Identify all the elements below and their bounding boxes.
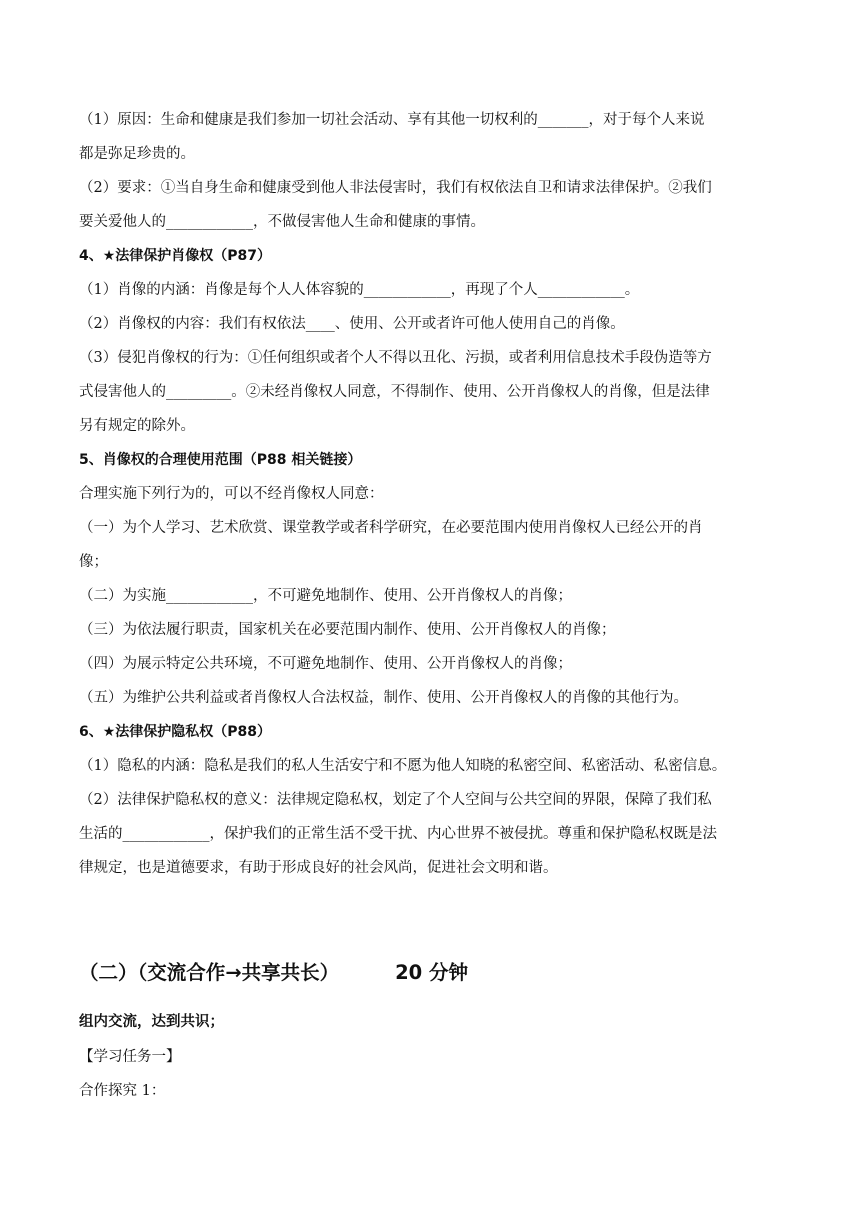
text-line: （2）要求：①当自身生命和健康受到他人非法侵害时，我们有权依法自卫和请求法律保护。②我们: [79, 180, 712, 196]
text-line: （二）为实施____________，不可避免地制作、使用、公开肖像权人的肖像；: [79, 588, 572, 604]
section-subtitle: 组内交流，达到共识；: [79, 1014, 224, 1030]
text-line: （五）为维护公共利益或者肖像权人合法权益，制作、使用、公开肖像权人的肖像的其他行为。: [79, 690, 688, 706]
text-line: 另有规定的除外。: [79, 418, 195, 434]
text-line: 要关爱他人的____________，不做侵害他人生命和健康的事情。: [79, 214, 485, 230]
explore-label: 合作探究 1：: [79, 1083, 166, 1099]
section-heading-4: 4、★法律保护肖像权（P87）: [79, 248, 272, 264]
section-heading-6: 6、★法律保护隐私权（P88）: [79, 724, 272, 740]
text-line: （三）为依法履行职责，国家机关在必要范围内制作、使用、公开肖像权人的肖像；: [79, 622, 616, 638]
text-line: 式侵害他人的_________。②未经肖像权人同意，不得制作、使用、公开肖像权人的肖像，但是法律: [79, 384, 710, 400]
text-line: （3）侵犯肖像权的行为：①任何组织或者个人不得以丑化、污损，或者利用信息技术手段伪造等方: [79, 350, 712, 366]
text-line: （一）为个人学习、艺术欣赏、课堂教学或者科学研究，在必要范围内使用肖像权人已经公开的肖: [79, 520, 703, 536]
text-line: 合理实施下列行为的，可以不经肖像权人同意：: [79, 486, 384, 502]
section-title-text: （二）（交流合作→共享共长）: [79, 961, 340, 984]
section-heading-5: 5、肖像权的合理使用范围（P88 相关链接）: [79, 452, 362, 468]
text-line: 律规定，也是道德要求，有助于形成良好的社会风尚，促进社会文明和谐。: [79, 860, 558, 876]
text-line: （1）隐私的内涵：隐私是我们的私人生活安宁和不愿为他人知晓的私密空间、私密活动、私密信息。: [79, 758, 727, 774]
section-title: [79, 960, 468, 986]
text-line: 生活的____________，保护我们的正常生活不受干扰、内心世界不被侵扰。尊重和保护隐私权既是法: [79, 826, 717, 842]
task-label: 【学习任务一】: [79, 1049, 181, 1065]
text-line: 像；: [79, 554, 108, 570]
text-line: （2）肖像权的内容：我们有权依法____、使用、公开或者许可他人使用自己的肖像。: [79, 316, 625, 332]
text-line: （四）为展示特定公共环境，不可避免地制作、使用、公开肖像权人的肖像；: [79, 656, 572, 672]
section-time: 20 分钟: [395, 961, 469, 984]
text-line: （1）肖像的内涵：肖像是每个人人体容貌的____________，再现了个人____________。: [79, 282, 640, 298]
text-line: （1）原因：生命和健康是我们参加一切社会活动、享有其他一切权利的_______，对于每个人来说: [79, 112, 705, 128]
text-line: 都是弥足珍贵的。: [79, 146, 195, 162]
text-line: （2）法律保护隐私权的意义：法律规定隐私权，划定了个人空间与公共空间的界限，保障了我们私: [79, 792, 712, 808]
